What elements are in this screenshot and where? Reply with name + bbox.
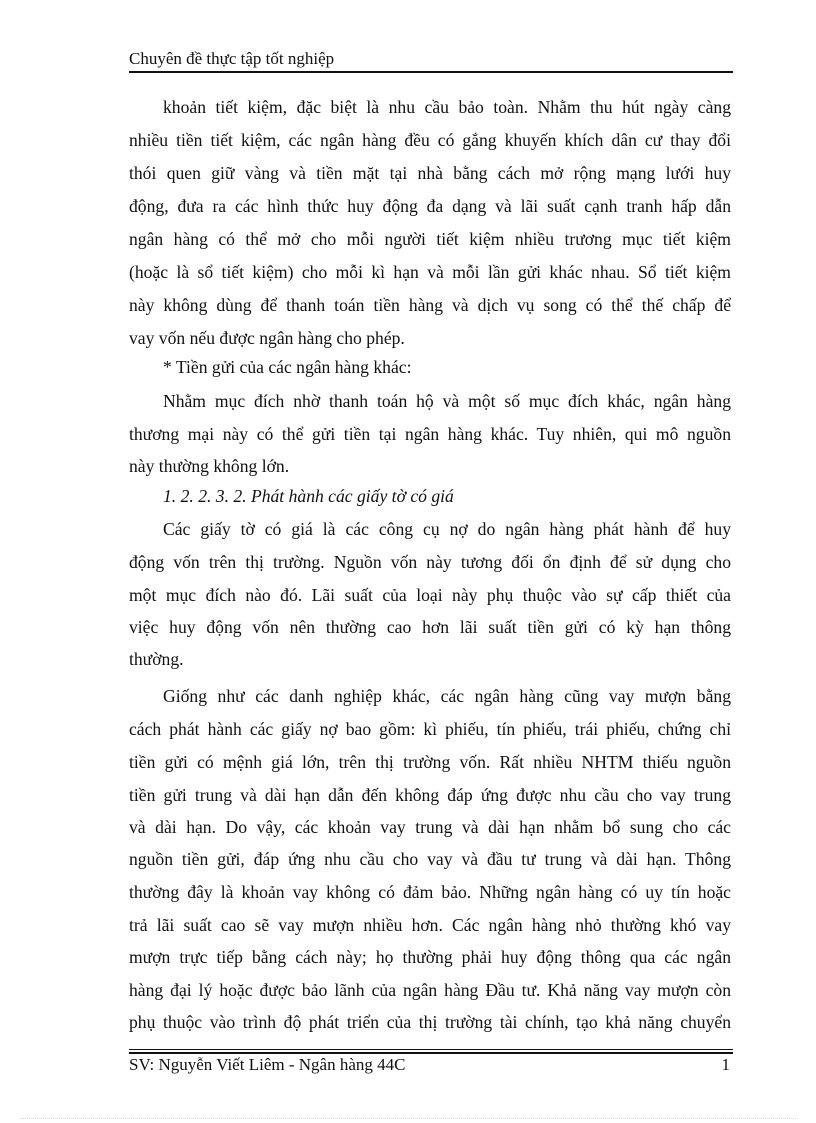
header-divider xyxy=(129,71,733,73)
body-line: tiền gửi trung và dài hạn dẫn đến không đáp ứng được nhu cầu cho vay trung xyxy=(129,785,731,805)
body-line: và dài hạn. Do vậy, các khoản vay trung và dài hạn nhằm bổ sung cho các xyxy=(129,817,731,837)
body-line: thường. xyxy=(129,649,184,669)
body-line: ngân hàng có thể mở cho mỗi người tiết kiệm nhiều trương mục tiết kiệm xyxy=(129,229,731,249)
body-line: một mục đích nào đó. Lãi suất của loại này phụ thuộc vào sự cấp thiết của xyxy=(129,585,731,605)
body-line: này thường không lớn. xyxy=(129,456,290,476)
body-line: hàng đại lý hoặc được bảo lãnh của ngân hàng Đầu tư. Khả năng vay mượn còn xyxy=(129,980,731,1000)
body-line: tiền gửi có mệnh giá lớn, trên thị trường vốn. Rất nhiều NHTM thiếu nguồn xyxy=(129,752,731,772)
body-line: nguồn tiền gửi, đáp ứng nhu cầu cho vay và đầu tư trung và dài hạn. Thông xyxy=(129,849,731,869)
body-line: Nhằm mục đích nhờ thanh toán hộ và một số mục đích khác, ngân hàng xyxy=(163,391,731,411)
body-line: Giống như các danh nghiệp khác, các ngân hàng cũng vay mượn bằng xyxy=(163,686,731,706)
page-edge xyxy=(20,1118,796,1119)
footer-divider xyxy=(129,1049,733,1050)
body-line: động vốn trên thị trường. Nguồn vốn này tương đối ổn định để sử dụng cho xyxy=(129,552,731,572)
body-line: này không dùng để thanh toán tiền hàng và dịch vụ song có thể thế chấp để xyxy=(129,295,731,315)
body-line: cách phát hành các giấy nợ bao gồm: kì phiếu, tín phiếu, trái phiếu, chứng chỉ xyxy=(129,719,731,739)
subsection-heading: 1. 2. 2. 3. 2. Phát hành các giấy tờ có giá xyxy=(163,486,454,506)
body-line: việc huy động vốn nên thường cao hơn lãi suất tiền gửi có kỳ hạn thông xyxy=(129,617,731,637)
body-line: thương mại này có thể gửi tiền tại ngân hàng khác. Tuy nhiên, qui mô nguồn xyxy=(129,424,731,444)
body-line: mượn trực tiếp bằng cách này; họ thường phải huy động thông qua các ngân xyxy=(129,947,731,967)
footer-author: SV: Nguyễn Viết Liêm - Ngân hàng 44C xyxy=(129,1055,406,1074)
header-title: Chuyên đề thực tập tốt nghiệp xyxy=(129,49,335,68)
body-line: trả lãi suất cao sẽ vay mượn nhiều hơn. Các ngân hàng nhỏ thường khó vay xyxy=(129,915,731,935)
body-line: khoản tiết kiệm, đặc biệt là nhu cầu bảo toàn. Nhằm thu hút ngày càng xyxy=(163,97,731,117)
body-line: phụ thuộc vào trình độ phát triển của thị trường tài chính, tạo khả năng chuyển xyxy=(129,1012,731,1032)
body-line: động, đưa ra các hình thức huy động đa dạng và lãi suất cạnh tranh hấp dẫn xyxy=(129,196,731,216)
body-line: nhiều tiền tiết kiệm, các ngân hàng đều có gắng khuyến khích dân cư thay đổi xyxy=(129,130,731,150)
body-line: vay vốn nếu được ngân hàng cho phép. xyxy=(129,328,405,348)
page-number: 1 xyxy=(721,1055,730,1074)
section-heading: * Tiền gửi của các ngân hàng khác: xyxy=(163,357,412,377)
body-line: thói quen giữ vàng và tiền mặt tại nhà bằng cách mở rộng mạng lưới huy xyxy=(129,163,731,183)
body-line: (hoặc là sổ tiết kiệm) cho mỗi kì hạn và mỗi lần gửi khác nhau. Sổ tiết kiệm xyxy=(129,262,731,282)
body-line: Các giấy tờ có giá là các công cụ nợ do ngân hàng phát hành để huy xyxy=(163,519,731,539)
body-line: thường đây là khoản vay không có đảm bảo. Những ngân hàng có uy tín hoặc xyxy=(129,882,731,902)
